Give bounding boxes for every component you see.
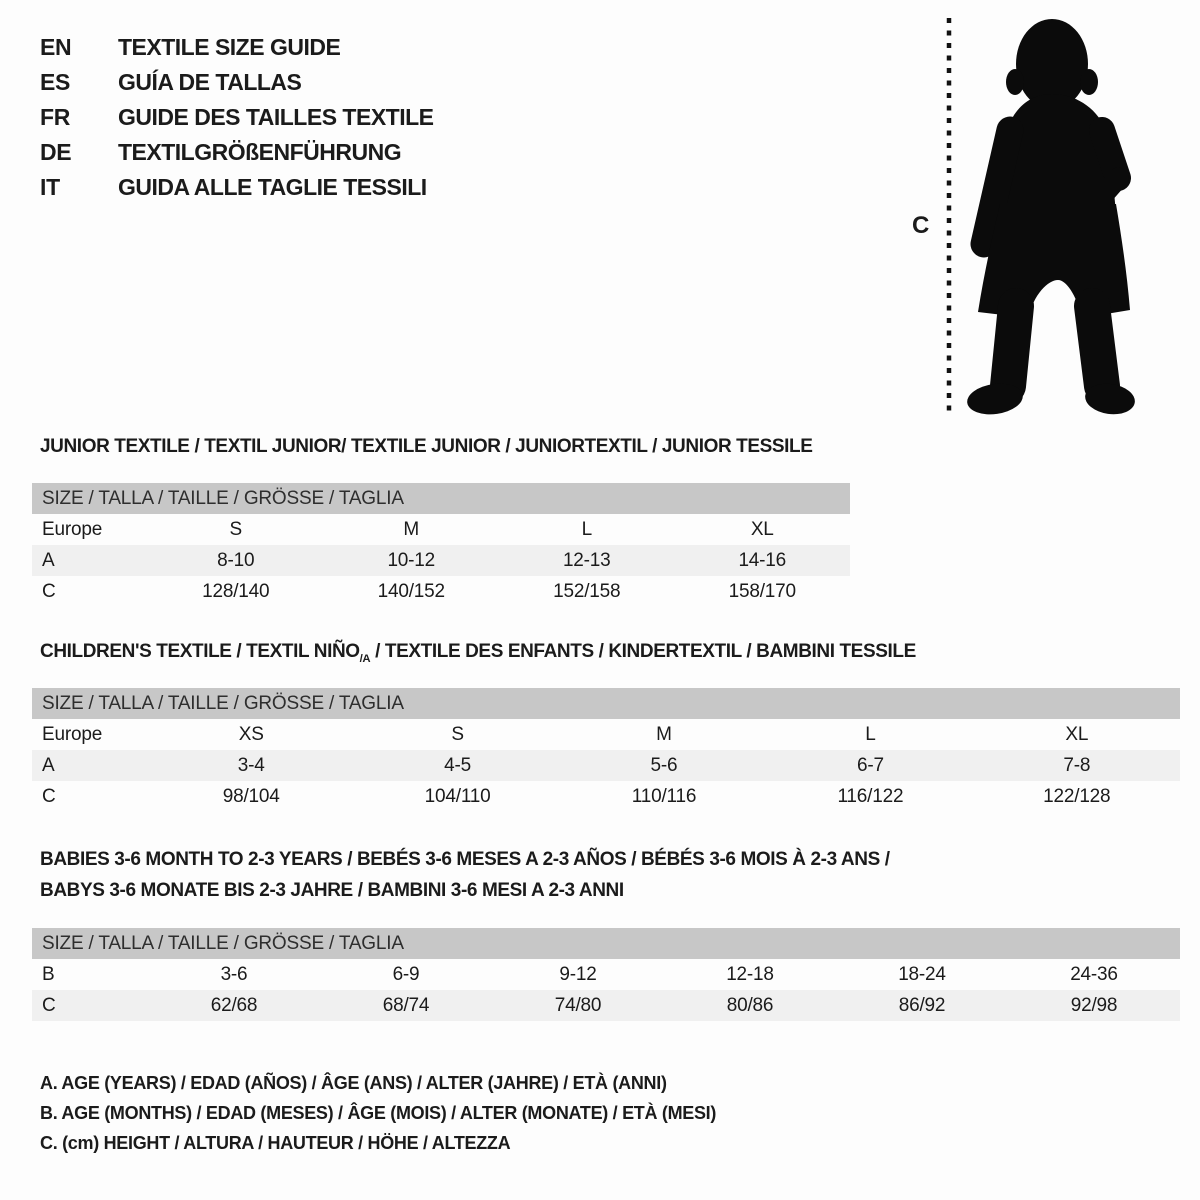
size-cell: L	[581, 518, 592, 540]
size-cell: 86/92	[898, 994, 946, 1016]
size-cell: 24-36	[1070, 963, 1118, 985]
children-section-heading	[40, 641, 916, 665]
row-label: B	[42, 963, 55, 985]
size-cell: 152/158	[553, 580, 621, 602]
junior-size-table	[32, 483, 850, 607]
size-cell: 110/116	[631, 785, 697, 807]
legend-line-c: C. (cm) HEIGHT / ALTURA / HAUTEUR / HÖHE / ALTEZZA	[40, 1133, 511, 1153]
lang-row-de	[40, 135, 434, 170]
children-heading-subscript: /A	[359, 652, 371, 665]
lang-title: GUIDA ALLE TAGLIE TESSILI	[118, 174, 427, 200]
size-cell: 14-16	[738, 549, 787, 571]
size-cell: 158/170	[728, 580, 796, 602]
size-cell: XL	[1065, 723, 1089, 745]
lang-title: GUÍA DE TALLAS	[118, 69, 302, 95]
measurement-legend	[40, 1068, 716, 1158]
lang-code: EN	[40, 34, 72, 60]
size-cell: M	[656, 723, 672, 745]
size-cell: 116/122	[837, 785, 904, 807]
lang-code: DE	[40, 139, 72, 165]
row-label: A	[42, 754, 55, 776]
lang-code: ES	[40, 69, 71, 95]
size-cell: 3-4	[237, 754, 265, 776]
lang-code: FR	[40, 104, 71, 130]
size-cell: 7-8	[1063, 754, 1091, 776]
lang-row-es	[40, 65, 434, 100]
size-cell: XL	[750, 518, 774, 540]
size-cell: 140/152	[377, 580, 445, 602]
size-cell: 68/74	[382, 994, 430, 1016]
size-cell: 104/110	[424, 785, 491, 807]
table-row	[32, 959, 1180, 990]
size-cell: 74/80	[554, 994, 602, 1016]
row-label: Europe	[42, 723, 103, 745]
lang-row-fr	[40, 100, 434, 135]
height-measure-label: C	[912, 212, 930, 239]
children-heading-text: CHILDREN'S TEXTILE / TEXTIL NIÑO	[40, 641, 360, 662]
junior-section-heading: JUNIOR TEXTILE / TEXTIL JUNIOR/ TEXTILE JUNIOR / JUNIORTEXTIL / JUNIOR TESSILE	[40, 436, 813, 457]
size-cell: 8-10	[217, 549, 255, 571]
size-cell: 62/68	[210, 994, 258, 1016]
lang-code: IT	[40, 174, 60, 200]
row-label: C	[42, 580, 56, 602]
table-header-bar: SIZE / TALLA / TAILLE / GRÖSSE / TAGLIA	[32, 483, 850, 514]
legend-line-b: B. AGE (MONTHS) / EDAD (MESES) / ÂGE (MOIS) / ALTER (MONATE) / ETÀ (MESI)	[40, 1103, 717, 1123]
size-cell: S	[451, 723, 464, 745]
size-cell: 122/128	[1043, 785, 1111, 807]
lang-title: TEXTILE SIZE GUIDE	[118, 34, 341, 60]
size-cell: 6-9	[392, 963, 420, 985]
size-cell: L	[865, 723, 876, 745]
table-header-bar: SIZE / TALLA / TAILLE / GRÖSSE / TAGLIA	[32, 688, 1180, 719]
table-row	[32, 750, 1180, 781]
size-cell: M	[403, 518, 420, 540]
size-cell: 6-7	[856, 754, 884, 776]
children-heading-text: / TEXTILE DES ENFANTS / KINDERTEXTIL / BAMBINI TESSILE	[370, 641, 916, 662]
row-label: Europe	[42, 518, 103, 540]
size-cell: 80/86	[726, 994, 774, 1016]
size-cell: 5-6	[650, 754, 678, 776]
language-title-list	[40, 30, 434, 205]
toddler-silhouette-image	[962, 16, 1136, 420]
size-cell: S	[229, 518, 242, 540]
height-measure-dashed-line	[944, 16, 954, 418]
lang-title: TEXTILGRÖßENFÜHRUNG	[118, 139, 402, 165]
table-row	[32, 719, 1180, 750]
size-cell: 98/104	[222, 785, 280, 807]
lang-row-it	[40, 170, 434, 205]
size-cell: 12-18	[726, 963, 774, 985]
table-row	[32, 514, 850, 545]
babies-heading-line1: BABIES 3-6 MONTH TO 2-3 YEARS / BEBÉS 3-6 MESES A 2-3 AÑOS / BÉBÉS 3-6 MOIS À 2-3 ANS /	[40, 849, 890, 870]
size-cell: 92/98	[1070, 994, 1118, 1016]
table-header-bar: SIZE / TALLA / TAILLE / GRÖSSE / TAGLIA	[32, 928, 1180, 959]
babies-size-table	[32, 928, 1180, 1021]
size-cell: 12-13	[562, 549, 611, 571]
table-row	[32, 545, 850, 576]
size-cell: XS	[238, 723, 264, 745]
size-cell: 4-5	[444, 754, 472, 776]
lang-title: GUIDE DES TAILLES TEXTILE	[118, 104, 434, 130]
babies-heading-line2: BABYS 3-6 MONATE BIS 2-3 JAHRE / BAMBINI 3-6 MESI A 2-3 ANNI	[40, 880, 624, 901]
row-label: C	[42, 994, 56, 1016]
row-label: C	[42, 785, 56, 807]
size-cell: 128/140	[202, 580, 270, 602]
table-row	[32, 781, 1180, 812]
size-cell: 10-12	[387, 549, 436, 571]
row-label: A	[42, 549, 55, 571]
size-cell: 9-12	[559, 963, 597, 985]
lang-row-en	[40, 30, 434, 65]
size-cell: 3-6	[220, 963, 248, 985]
table-row	[32, 576, 850, 607]
table-row	[32, 990, 1180, 1021]
size-cell: 18-24	[898, 963, 946, 985]
children-size-table	[32, 688, 1180, 812]
babies-section-heading	[40, 844, 890, 906]
legend-line-a: A. AGE (YEARS) / EDAD (AÑOS) / ÂGE (ANS) / ALTER (JAHRE) / ETÀ (ANNI)	[40, 1073, 667, 1093]
